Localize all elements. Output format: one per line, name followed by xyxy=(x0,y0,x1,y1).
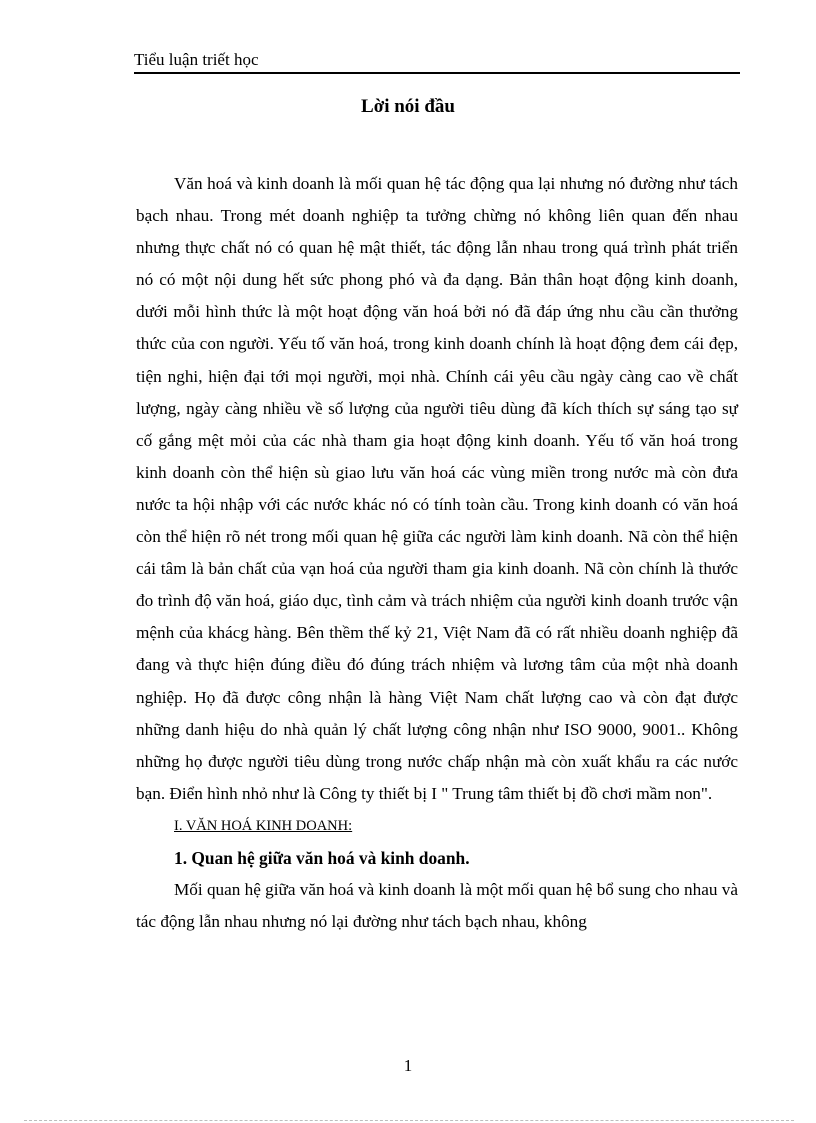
document-body xyxy=(136,168,738,938)
page-break-divider xyxy=(24,1120,794,1121)
page-header: Tiểu luận triết học xyxy=(134,50,740,74)
intro-paragraph: Văn hoá và kinh doanh là mối quan hệ tác động qua lại nhưng nó đường như tách bạch nhau. Trong mét doanh nghiệp ta tưởng chừng nó không liên quan đến nhau nhưng thực chất nó có quan hệ mật thiết, tác động lẫn nhau trong quá trình phát triển nó có một nội dung hết sức phong phó và đa dạng. Bản thân hoạt động kinh doanh, dưới mỗi hình thức là một hoạt động văn hoá bởi nó đã đáp ứng nhu cầu cần thưởng thức của con người. Yếu tố văn hoá, trong kinh doanh chính là hoạt động đem cái đẹp, tiện nghi, hiện đại tới mọi người, mọi nhà. Chính cái yêu cầu ngày càng cao về chất lượng, ngày càng nhiều về số lượng của người tiêu dùng đã kích thích sự sáng tạo sự cố gắng mệt mỏi của các nhà tham gia hoạt động kinh doanh. Yếu tố văn hoá trong kinh doanh còn thể hiện sù giao lưu văn hoá các vùng miền trong nước mà còn đưa nước ta hội nhập với các nước khác nó có tính toàn cầu. Trong kinh doanh có văn hoá còn thể hiện rõ nét trong mối quan hệ giữa các người làm kinh doanh. Nã còn thể hiện cái tâm là bản chất của vạn hoá của người tham gia kinh doanh. Nã còn chính là thước đo trình độ văn hoá, giáo dục, tình cảm và trách nhiệm của người kinh doanh trước vận mệnh của khácg hàng. Bên thềm thế kỷ 21, Việt Nam đã có rất nhiều doanh nghiệp đã đang và thực hiện đúng điều đó đúng trách nhiệm và lương tâm của một nhà doanh nghiệp. Họ đã được công nhận là hàng Việt Nam chất lượng cao và còn đạt được những danh hiệu do nhà quản lý chất lượng công nhận như ISO 9000, 9001.. Không những họ được người tiêu dùng trong nước chấp nhận mà còn xuất khẩu ra các nước bạn. Điển hình nhỏ như là Công ty thiết bị I " Trung tâm thiết bị đồ chơi mầm non". xyxy=(136,174,738,803)
section-paragraph: Mối quan hệ giữa văn hoá và kinh doanh là một mối quan hệ bổ sung cho nhau và tác động lẫn nhau nhưng nó lại đường như tách bạch nhau, không xyxy=(136,880,738,932)
page-title: Lời nói đầu xyxy=(361,96,455,117)
page-number: 1 xyxy=(403,1056,413,1075)
subsection-heading: 1. Quan hệ giữa văn hoá và kinh doanh. xyxy=(174,847,470,868)
section-heading: I. VĂN HOÁ KINH DOANH: xyxy=(174,817,353,834)
